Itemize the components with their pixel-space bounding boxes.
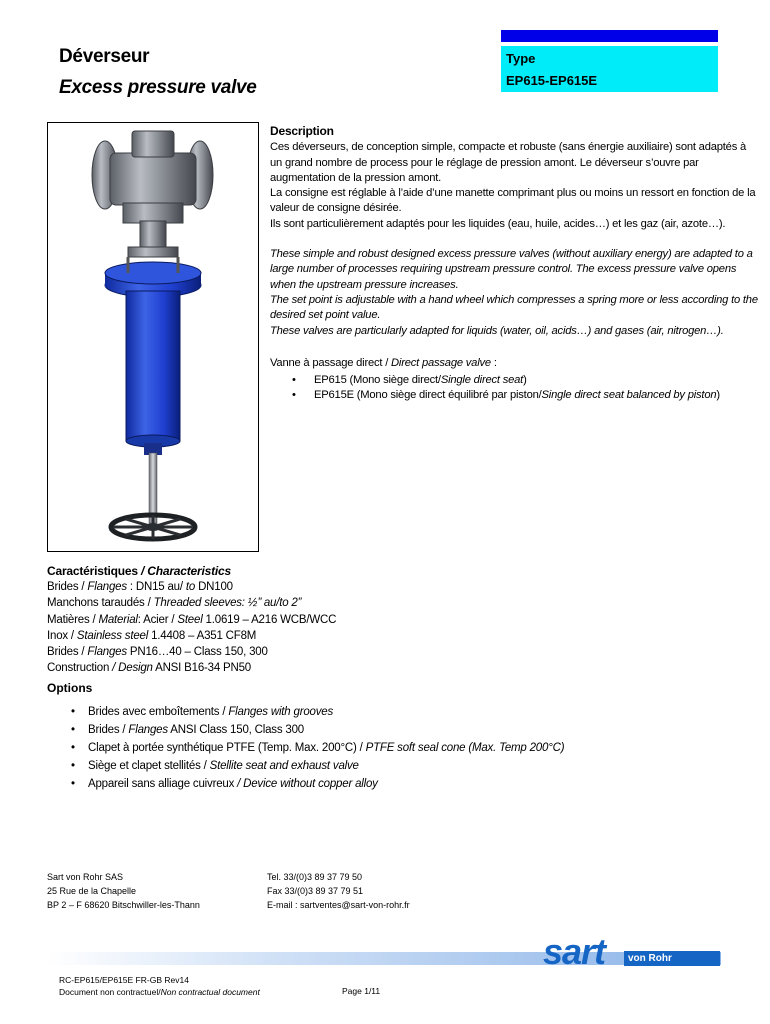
page-number: Page 1/11 (342, 986, 381, 996)
option-item (88, 775, 564, 793)
fax-line: Fax 33/(0)3 89 37 79 51 (267, 886, 364, 896)
type-value: EP615-EP615E (506, 73, 598, 88)
char-fr: Inox / (47, 629, 77, 642)
characteristic-row (47, 660, 336, 676)
type-label: Type (506, 51, 536, 66)
product-photo (47, 122, 259, 552)
title-french: Déverseur (59, 46, 150, 67)
disclaimer-en: Non contractual document (160, 987, 260, 997)
char-val: ANSI B16-34 PN50 (152, 662, 251, 675)
model-fr: EP615E (Mono siège direct équilibré par piston/ (314, 389, 542, 402)
address-line: Sart von Rohr SAS (47, 872, 124, 882)
characteristic-row (47, 595, 336, 611)
type-accent-bar (501, 30, 718, 42)
characteristics-heading (47, 563, 336, 579)
valve-type-en: Direct passage valve (391, 356, 491, 369)
characteristics-heading-fr: Caractéristiques (47, 564, 141, 578)
option-en: / Device without copper alloy (237, 778, 378, 790)
char-en: Threaded sleeves: ½’’ au/to 2” (153, 597, 302, 610)
type-box (501, 46, 718, 92)
option-en: Stellite seat and exhaust valve (209, 760, 359, 772)
title-english: Excess pressure valve (59, 77, 257, 98)
company-contact (267, 870, 410, 912)
valve-type-fr: Vanne à passage direct / (270, 356, 392, 369)
option-item (88, 757, 564, 775)
option-tail: ANSI Class 150, Class 300 (167, 724, 304, 736)
brand-logo-sub: von Rohr (628, 953, 672, 964)
char-fr: Matières / (47, 613, 99, 626)
options-heading: Options (47, 681, 93, 695)
char-en2: to (185, 581, 196, 594)
char-fr: Construction (47, 662, 113, 675)
option-fr: Clapet à portée synthétique PTFE (Temp. Max. 200°C) / (88, 742, 366, 754)
char-fr: Manchons taraudés / (47, 597, 154, 610)
option-item (88, 739, 564, 757)
model-en: Single direct seat balanced by piston (541, 389, 717, 402)
option-item (88, 721, 564, 739)
model-item (314, 373, 760, 388)
characteristic-row (47, 628, 336, 644)
char-val2: 1.0619 – A216 WCB/WCC (202, 613, 337, 626)
char-val: PN16…40 – Class 150, 300 (126, 646, 268, 659)
char-en: Flanges (87, 581, 127, 594)
char-en: Material (98, 613, 138, 626)
model-list (270, 373, 760, 404)
option-fr: Brides / (88, 724, 129, 736)
description-fr-1: Ces déverseurs, de conception simple, compacte et robuste (sans énergie auxiliaire) sont adaptés à un grand nombre de process pour le réglage de pression amont. Le déverseur s’ouvre par augmentation de la pression amont. (270, 141, 747, 184)
model-item (314, 388, 760, 403)
option-item (88, 703, 564, 721)
model-end: ) (716, 389, 720, 402)
option-en: PTFE soft seal cone (Max. Temp 200°C) (365, 742, 565, 754)
char-en2: Steel (177, 613, 203, 626)
characteristics-heading-en: / Characteristics (140, 564, 231, 578)
char-fr: Brides / (47, 581, 88, 594)
char-val2: DN100 (195, 581, 233, 594)
char-en: Stainless steel (76, 629, 149, 642)
reference-code: RC-EP615/EP615E FR-GB Rev14 (59, 975, 189, 985)
model-fr: EP615 (Mono siège direct/ (314, 374, 441, 387)
characteristics-section (47, 563, 336, 676)
char-en: / Design (112, 662, 153, 675)
description-heading: Description (270, 124, 334, 138)
disclaimer (59, 986, 260, 998)
company-address (47, 870, 200, 912)
option-fr: Appareil sans alliage cuivreux (88, 778, 238, 790)
char-en: Flanges (87, 646, 127, 659)
char-fr: Brides / (47, 646, 88, 659)
options-list (47, 703, 564, 793)
description-fr-2: La consigne est réglable à l’aide d’une manette comprimant plus ou moins un ressort en fonction de la valeur de consigne désirée. (270, 187, 756, 215)
characteristic-row (47, 579, 336, 595)
description-section (270, 124, 760, 404)
option-en: Flanges with grooves (228, 706, 334, 718)
model-end: ) (523, 374, 527, 387)
characteristic-row (47, 612, 336, 628)
disclaimer-fr: Document non contractuel/ (59, 987, 161, 997)
char-val: : Acier / (137, 613, 178, 626)
description-en-1: These simple and robust designed excess pressure valves (without auxiliary energy) are adapted to a large number of processes requiring upstream pressure control. The excess pressure valve opens when the upstream pressure increases. (270, 248, 753, 291)
char-val: 1.4408 – A351 CF8M (148, 629, 257, 642)
address-line: 25 Rue de la Chapelle (47, 886, 137, 896)
characteristic-row (47, 644, 336, 660)
option-fr: Brides avec emboîtements / (88, 706, 229, 718)
document-reference (59, 974, 260, 998)
description-fr-3: Ils sont particulièrement adaptés pour les liquides (eau, huile, acides…) et les gaz (air, azote…). (270, 217, 726, 230)
valve-illustration (48, 123, 258, 551)
description-en-3: These valves are particularly adapted for liquids (water, oil, acids…) and gases (air, nitrogen…). (270, 324, 724, 337)
brand-logo: sart (543, 931, 606, 972)
email-line: E-mail : sartventes@sart-von-rohr.fr (267, 900, 410, 910)
valve-type-colon: : (490, 356, 497, 369)
option-en: Flanges (128, 724, 168, 736)
char-val: : DN15 au/ (126, 581, 186, 594)
footer-band (47, 952, 721, 965)
model-en: Single direct seat (440, 374, 524, 387)
description-en-2: The set point is adjustable with a hand wheel which compresses a spring more or less according to the desired set point value. (270, 293, 758, 322)
option-fr: Siège et clapet stellités / (88, 760, 210, 772)
valve-type-line (270, 356, 760, 371)
address-line: BP 2 – F 68620 Bitschwiller-les-Thann (47, 900, 200, 910)
phone-line: Tel. 33/(0)3 89 37 79 50 (267, 872, 363, 882)
